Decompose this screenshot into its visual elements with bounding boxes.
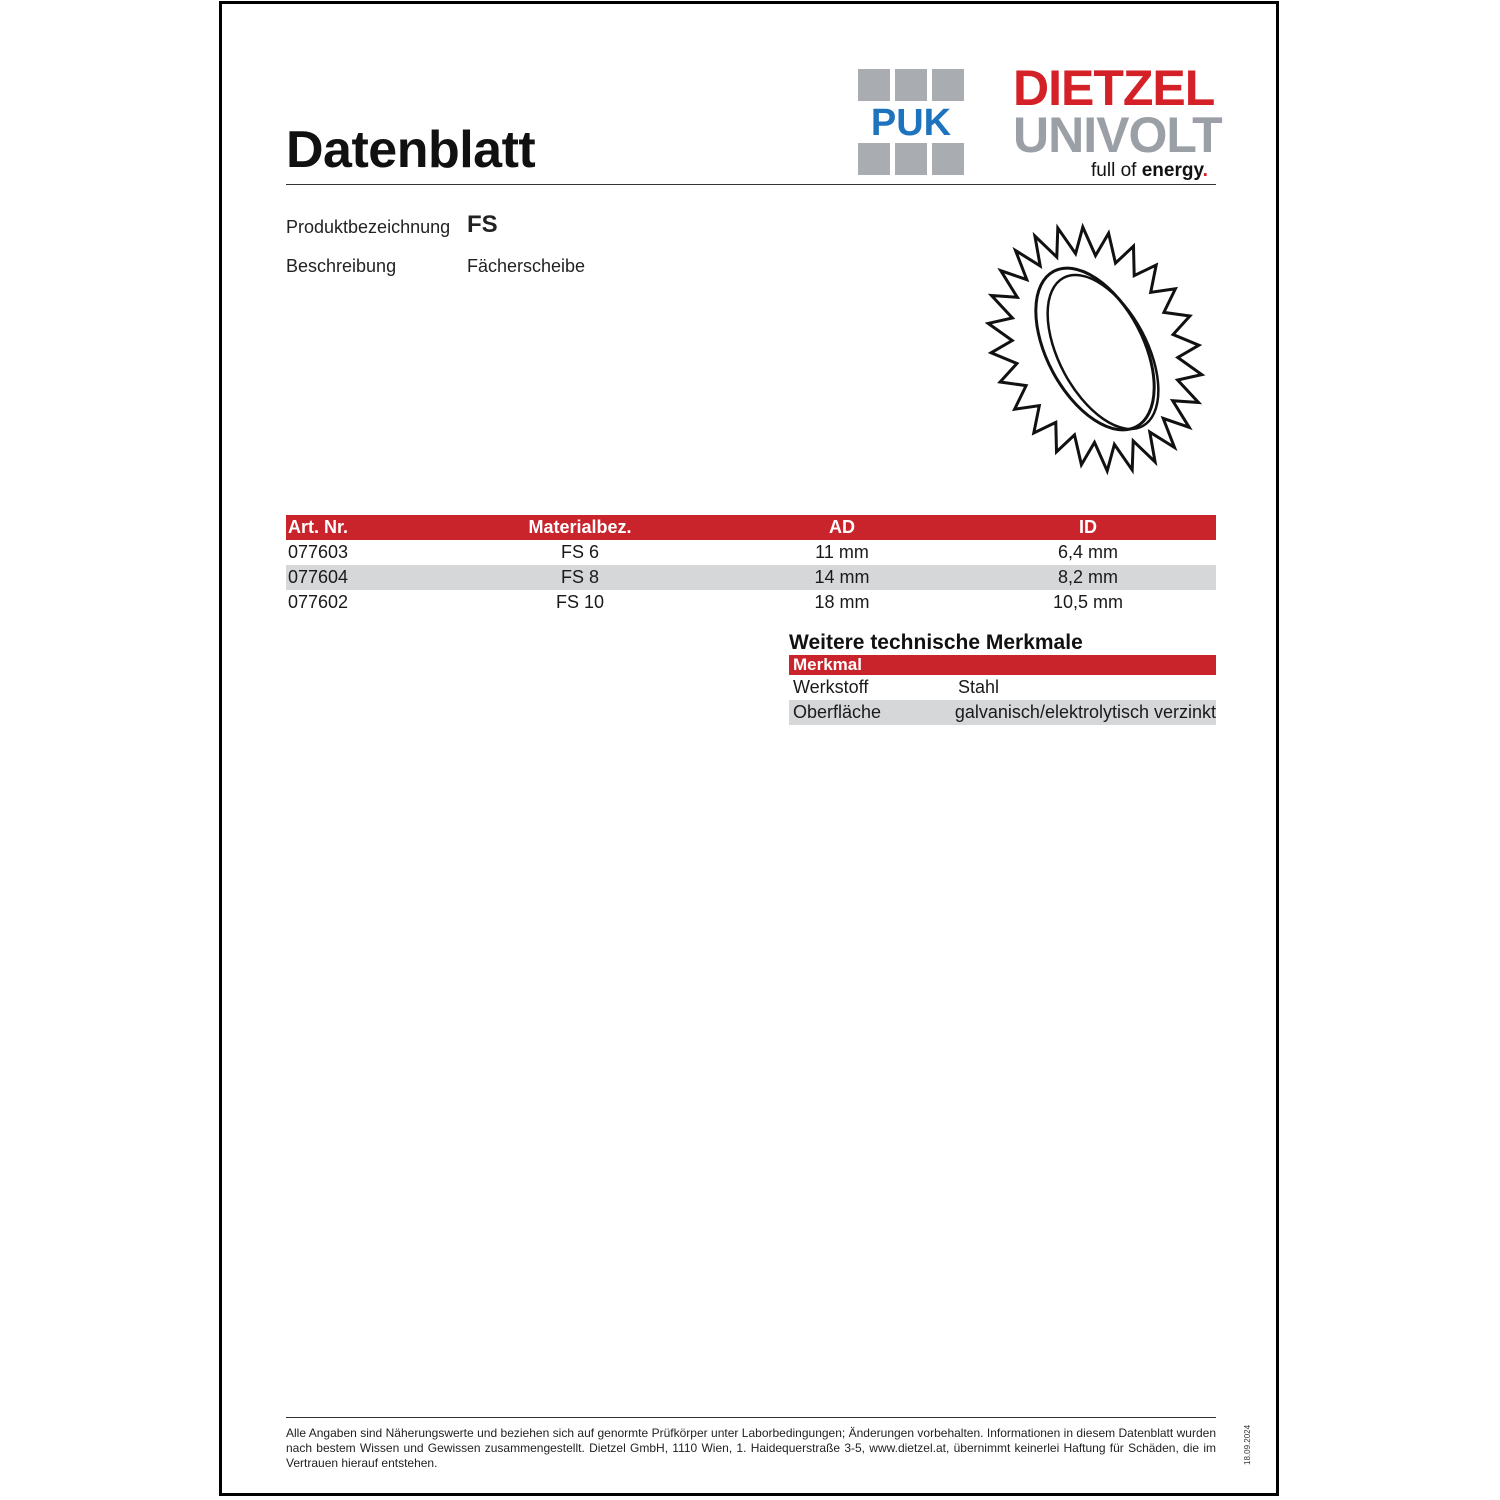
tagline-bold: energy bbox=[1141, 160, 1203, 181]
product-name-label: Produktbezeichnung bbox=[286, 217, 451, 237]
puk-logo-text: PUK bbox=[870, 102, 952, 144]
fan-washer-icon bbox=[985, 212, 1215, 480]
header-merkmal: Merkmal bbox=[793, 655, 862, 674]
header-art-nr: Art. Nr. bbox=[288, 517, 349, 537]
brand-univolt: UNIVOLT bbox=[1013, 107, 1222, 163]
feature-value: galvanisch/elektrolytisch verzinkt bbox=[954, 702, 1216, 722]
header-materialbez: Materialbez. bbox=[528, 517, 632, 537]
cell-art-nr: 077603 bbox=[288, 542, 349, 562]
cell-ad: 14 mm bbox=[814, 567, 870, 587]
feature-key: Werkstoff bbox=[793, 677, 869, 697]
table-row bbox=[789, 700, 1216, 725]
features-table bbox=[789, 655, 1216, 725]
table-row bbox=[286, 590, 1216, 615]
cell-materialbez: FS 10 bbox=[555, 592, 605, 612]
brand-dietzel: DIETZEL bbox=[1013, 60, 1215, 116]
description-value: Fächerscheibe bbox=[467, 256, 586, 276]
features-table-header bbox=[789, 655, 1216, 675]
footer-disclaimer: Alle Angaben sind Näherungswerte und beziehen sich auf genormte Prüfkörper unter Laborbedingungen; Änderungen vorbehalten. Informationen in diesem Datenblatt wurden nach bestem Wissen und Gewissen zusammengestellt. Dietzel GmbH, 1110 Wien, 1. Haidequerstraße 3-5, www.dietzel.at, übernimmt keinerlei Haftung für Schäden, die im Vertrauen hierauf entstehen. bbox=[286, 1426, 1216, 1470]
cell-ad: 18 mm bbox=[814, 592, 870, 612]
footer-divider bbox=[286, 1417, 1216, 1418]
features-title: Weitere technische Merkmale bbox=[789, 631, 1083, 654]
table-row bbox=[789, 675, 1216, 700]
table-row bbox=[286, 565, 1216, 590]
product-name-value: FS bbox=[467, 211, 498, 238]
cell-materialbez: FS 8 bbox=[560, 567, 599, 587]
page-title: Datenblatt bbox=[286, 121, 536, 179]
table-row bbox=[286, 540, 1216, 565]
document-date: 18.09.2024 bbox=[1243, 1424, 1252, 1465]
puk-logo bbox=[858, 69, 964, 175]
article-table-header bbox=[286, 515, 1216, 540]
cell-id: 10,5 mm bbox=[1052, 592, 1124, 612]
tagline-dot: . bbox=[1202, 160, 1208, 181]
article-table bbox=[286, 515, 1216, 615]
cell-art-nr: 077602 bbox=[288, 592, 349, 612]
cell-id: 6,4 mm bbox=[1057, 542, 1118, 562]
title-divider bbox=[286, 184, 1216, 185]
feature-key: Oberfläche bbox=[793, 702, 882, 722]
cell-art-nr: 077604 bbox=[288, 567, 349, 587]
cell-ad: 11 mm bbox=[815, 542, 869, 562]
brand-tagline bbox=[1091, 160, 1208, 182]
tagline-plain: full of bbox=[1091, 160, 1142, 181]
header-id: ID bbox=[1079, 517, 1097, 537]
cell-materialbez: FS 6 bbox=[560, 542, 599, 562]
cell-id: 8,2 mm bbox=[1057, 567, 1118, 587]
description-label: Beschreibung bbox=[286, 256, 397, 276]
feature-value: Stahl bbox=[958, 677, 1000, 697]
header-ad: AD bbox=[829, 517, 855, 537]
